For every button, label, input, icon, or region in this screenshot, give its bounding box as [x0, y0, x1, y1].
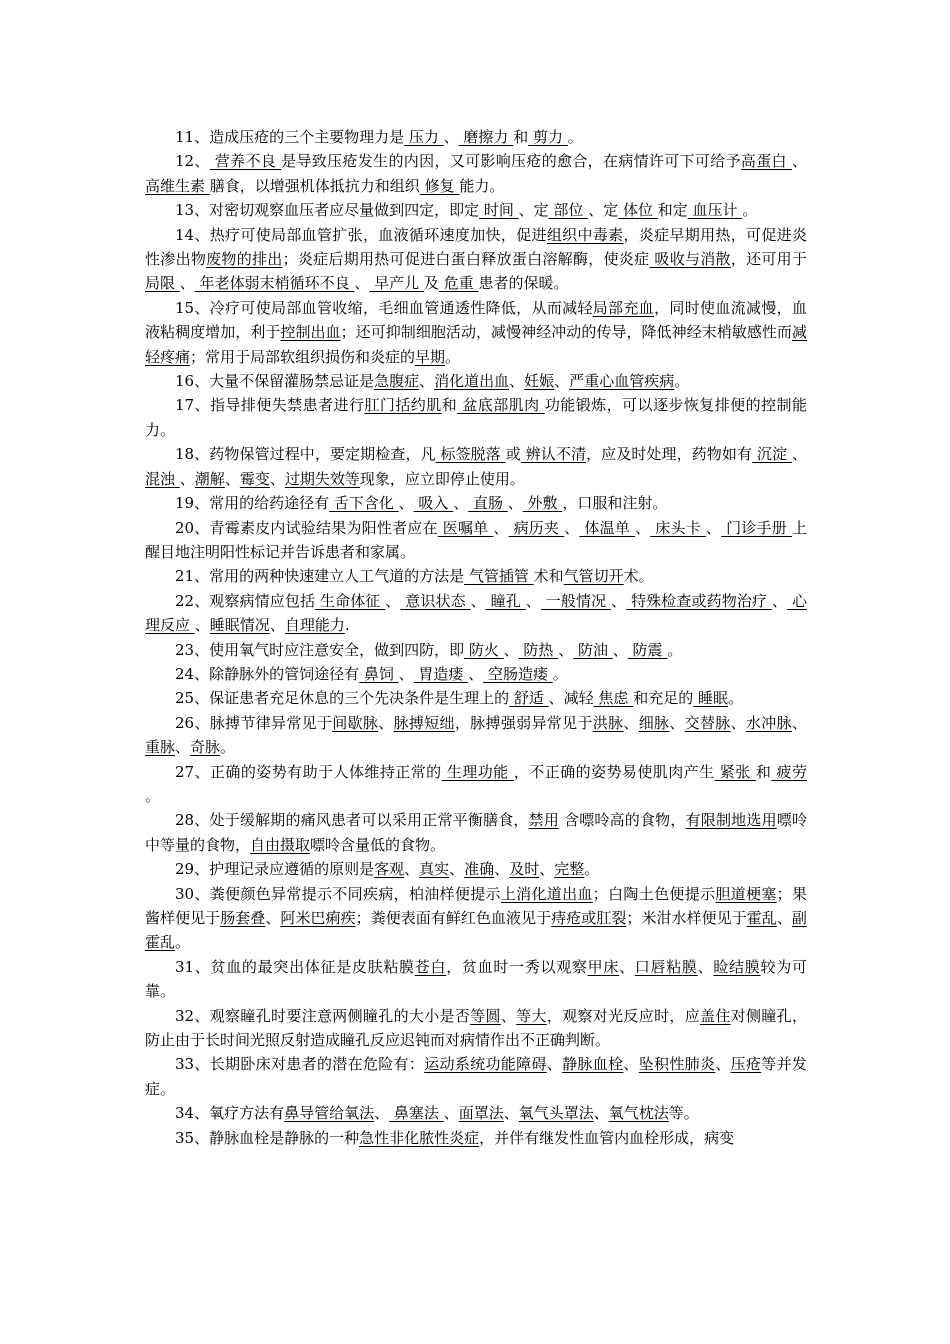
answer-blank: 鼻导管给氧法 — [284, 1104, 375, 1123]
question-text: ，同时使血流减慢，血液粘稠度增加，利于 — [145, 298, 807, 342]
question-text: ，口服和注射。 — [562, 494, 668, 513]
answer-blank: 禁用 — [528, 811, 560, 830]
question-text: 、 — [539, 860, 555, 879]
question-text: 、 — [791, 713, 807, 732]
question-text: ，炎症早期用热，可促进炎性渗出物 — [145, 225, 807, 269]
question-text: 、 — [612, 640, 628, 659]
question-text: 、 — [385, 591, 401, 610]
question-text: 、定 — [518, 201, 549, 220]
question-text: 18、药物保管过程中，要定期检查，凡 — [175, 445, 436, 464]
answer-blank: 有限制地选用 — [685, 811, 777, 830]
answer-blank: 压力 — [404, 128, 444, 146]
answer-blank: 霉变 — [239, 469, 270, 488]
answer-blank: 防震 — [627, 640, 668, 659]
question-text: 、 — [419, 372, 435, 391]
question-text: 嘌呤含量低的食物。 — [310, 835, 446, 854]
answer-blank: 吸入 — [413, 494, 454, 513]
answer-blank: 鼻塞法 — [389, 1104, 444, 1123]
answer-blank: 局限 — [145, 274, 180, 293]
question-text: 、 — [507, 494, 523, 513]
answer-blank: 外敷 — [522, 494, 563, 513]
answer-blank: 局部充血 — [592, 298, 655, 317]
answer-blank: 病历夹 — [508, 518, 565, 537]
answer-blank: 急腹症 — [374, 372, 420, 391]
question-31 — [145, 955, 807, 1004]
answer-blank: 气管插管 — [464, 567, 534, 586]
question-14 — [145, 223, 807, 296]
question-text: 20、青霉素皮内试验结果为阳性者应在 — [175, 518, 438, 537]
question-text: 或 — [505, 445, 521, 464]
question-text: 及 — [423, 274, 439, 293]
answer-blank: 潮解 — [194, 469, 225, 488]
answer-blank: 气管切开 — [563, 567, 624, 586]
question-text: 对侧瞳孔，防止由于长时间光照反射造成瞳孔反应迟钝而对病情作出不正确判断。 — [145, 1006, 807, 1050]
question-text: 含嘌呤高的食物， — [559, 811, 686, 830]
question-text: 。 — [552, 664, 568, 683]
answer-blank: 苍白 — [414, 957, 447, 976]
answer-blank: 血压计 — [687, 201, 743, 220]
answer-blank: 部位 — [548, 201, 589, 220]
question-23 — [145, 638, 807, 662]
answer-blank: 一般情况 — [540, 591, 612, 610]
question-text: 、 — [623, 1055, 639, 1074]
question-text: 、 — [224, 469, 240, 488]
question-text: 。 — [145, 786, 161, 805]
question-text: 34、氧疗方法有 — [175, 1104, 285, 1123]
answer-blank: 早期 — [415, 347, 446, 366]
question-text: 、 — [546, 1055, 563, 1074]
answer-blank: 磨擦力 — [458, 128, 514, 146]
answer-blank: 奇脉 — [190, 738, 221, 757]
question-text: 功能锻炼，可以逐步恢复排便的控制能力。 — [145, 396, 807, 439]
answer-blank: 废物的排出 — [206, 250, 283, 269]
question-text: 。 — [728, 689, 744, 708]
answer-blank: 肛门括约肌 — [364, 396, 442, 415]
question-text: 15、冷疗可使局部血管收缩，毛细血管通透性降低，从而减轻 — [175, 298, 593, 317]
answer-blank: 空肠造瘘 — [483, 664, 553, 683]
question-text: 、 — [791, 445, 807, 464]
question-text: 24、除静脉外的管饲途径有 — [175, 664, 360, 683]
answer-blank: 体位 — [618, 201, 658, 220]
question-text: ，脉搏强弱异常见于 — [454, 713, 593, 732]
answer-blank: 准确 — [464, 860, 495, 879]
question-text: ，不正确的姿势易使肌肉产生 — [513, 762, 715, 781]
question-text: 、 — [776, 909, 792, 927]
question-text: 、 — [449, 860, 465, 879]
question-text: 、减轻 — [548, 689, 594, 708]
answer-blank: 坠积性肺炎 — [638, 1055, 716, 1074]
question-text: 。 — [674, 372, 690, 391]
answer-blank: 痔疮或肛裂 — [551, 909, 627, 927]
answer-blank: 意识状态 — [400, 591, 471, 610]
answer-blank: 静脉血栓 — [562, 1055, 624, 1074]
answer-blank: 水冲脉 — [745, 713, 792, 732]
answer-blank: 睡眠情况 — [209, 616, 270, 635]
question-text: 。 — [445, 347, 461, 366]
question-15 — [145, 296, 807, 369]
answer-blank: 舌下含化 — [329, 494, 399, 513]
question-text: 。 — [742, 201, 758, 220]
answer-blank: 间歇脉 — [332, 713, 379, 732]
answer-blank: 年老体弱末梢循环不良 — [194, 274, 355, 293]
answer-blank: 交替脉 — [684, 713, 731, 732]
question-text: ，应及时处理，药物如有 — [586, 445, 753, 464]
answer-blank: 脉搏短绌 — [393, 713, 455, 732]
answer-blank: 副霍乱 — [145, 909, 807, 952]
answer-blank: 减轻疼痛 — [145, 323, 807, 366]
question-text: 和 — [513, 128, 529, 146]
question-24 — [145, 662, 807, 686]
question-text: 、 — [705, 518, 722, 537]
answer-blank: 舒适 — [509, 689, 549, 708]
question-text: 、 — [453, 494, 469, 513]
question-text: 和 — [441, 396, 458, 415]
question-text: ，并伴有继发性血管内血栓形成，病变 — [479, 1128, 735, 1147]
question-text: 、 — [525, 591, 541, 610]
question-35 — [145, 1126, 807, 1150]
answer-blank: 沉淀 — [752, 445, 792, 464]
answer-blank: 面罩法 — [458, 1104, 504, 1123]
question-text: 。 — [584, 860, 600, 879]
answer-blank: 生命体征 — [315, 591, 386, 610]
answer-blank: 自理能力 — [284, 616, 345, 635]
question-12 — [145, 149, 807, 198]
question-text: 31、贫血的最突出体征是皮肤粘膜 — [175, 957, 415, 976]
question-text: ；米泔水样便见于 — [626, 909, 747, 927]
answer-blank: 氧气头罩法 — [518, 1104, 594, 1123]
answer-blank: 急性非化脓性炎症 — [359, 1128, 480, 1147]
question-21 — [145, 564, 807, 588]
question-text: 28、处于缓解期的痛风患者可以采用正常平衡膳食， — [175, 811, 529, 830]
answer-blank: 压疮 — [730, 1055, 762, 1074]
answer-blank: 客观 — [374, 860, 405, 879]
question-29 — [145, 857, 807, 881]
answer-blank: 等大 — [516, 1006, 547, 1025]
answer-blank: 盆底部肌肉 — [457, 396, 545, 415]
question-text: ；炎症后期用热可促进白蛋白释放蛋白溶解酶，使炎症 — [282, 250, 650, 269]
answer-blank: 盖住 — [700, 1006, 731, 1025]
answer-blank: 辨认不清 — [520, 445, 587, 464]
question-text: 和 — [755, 762, 772, 781]
question-text: 16、大量不保留灌肠禁忌证是 — [175, 372, 375, 391]
answer-blank: 严重心血管疾病 — [569, 372, 675, 391]
answer-blank: 瞳孔 — [485, 591, 526, 610]
question-text: 、 — [494, 860, 510, 879]
question-text: 。 — [220, 738, 236, 757]
question-text: 、 — [669, 713, 685, 732]
question-text: 、 — [500, 1006, 517, 1025]
question-text: 、 — [697, 957, 714, 976]
question-27 — [145, 760, 807, 809]
question-text: 、 — [730, 713, 746, 732]
answer-blank: 直肠 — [468, 494, 508, 513]
question-text: 上醒目地注明阳性标记并告诉患者和家属。 — [145, 518, 807, 561]
question-text: 、 — [404, 860, 420, 879]
question-text: 、 — [771, 591, 788, 610]
question-text: 和定 — [657, 201, 688, 220]
answer-blank: 胃造瘘 — [413, 664, 469, 683]
answer-blank: 标签脱落 — [435, 445, 506, 464]
question-text: 、 — [468, 664, 484, 683]
answer-blank: 及时 — [509, 860, 540, 879]
question-text: 23、使用氧气时应注意安全，做到四防，即 — [175, 640, 465, 659]
question-text: 能力。 — [459, 176, 505, 195]
answer-blank: 心理反应 — [145, 591, 807, 635]
question-text: ，还可用于 — [730, 250, 807, 269]
answer-blank: 霍乱 — [746, 909, 777, 927]
answer-blank: 组织中毒素 — [546, 225, 624, 244]
answer-blank: 高维生素 — [145, 176, 210, 195]
question-text: 、 — [443, 1104, 459, 1123]
question-text: 、 — [635, 518, 651, 537]
answer-blank: 甲床 — [587, 957, 620, 976]
question-text: ；果酱样便见于 — [145, 884, 807, 927]
question-text: 、 — [470, 591, 486, 610]
answer-blank: 疲劳 — [771, 762, 807, 781]
question-text: 32、观察瞳孔时要注意两侧瞳孔的大小是否 — [175, 1006, 471, 1025]
question-text: 、 — [564, 518, 580, 537]
answer-blank: 吸收与消散 — [649, 250, 731, 269]
answer-blank: 防油 — [573, 640, 613, 659]
answer-blank: 口唇粘膜 — [634, 957, 698, 976]
question-11 — [145, 125, 807, 149]
question-text: 35、静脉血栓是静脉的一种 — [175, 1128, 360, 1147]
answer-blank: 睑结膜 — [713, 957, 761, 976]
answer-blank: 胆道梗塞 — [715, 884, 777, 903]
question-text: 嘌呤中等量的食物， — [145, 811, 807, 854]
question-text: ，贫血时一秀以观察 — [446, 957, 588, 976]
answer-blank: 阿米巴痢疾 — [280, 909, 356, 927]
answer-blank: 真实 — [419, 860, 450, 879]
question-text: 30、粪便颜色异常提示不同疾病，柏油样便提示 — [175, 884, 501, 903]
question-text: 等并发症。 — [145, 1055, 807, 1098]
answer-blank: 混浊 — [145, 469, 180, 488]
question-33 — [145, 1052, 807, 1101]
answer-blank: 鼻饲 — [359, 664, 399, 683]
question-text: 29、护理记录应遵循的原则是 — [175, 860, 375, 879]
question-text: 、 — [715, 1055, 731, 1074]
question-text: 是导致压疮发生的内因，又可影响压疮的愈合，在病情许可下可给予 — [281, 152, 741, 171]
answer-blank: 高蛋白 — [740, 152, 792, 171]
question-text: ，观察对光反应时，应 — [546, 1006, 701, 1025]
answer-blank: 剪力 — [528, 128, 568, 146]
answer-blank: 运动系统功能障碍 — [424, 1055, 547, 1074]
question-text: 、 — [378, 713, 394, 732]
question-text: 、 — [558, 640, 574, 659]
question-34 — [145, 1101, 807, 1125]
question-32 — [145, 1004, 807, 1053]
question-text: 、 — [493, 518, 509, 537]
question-text: 、 — [398, 664, 414, 683]
answer-blank: 门诊手册 — [721, 518, 792, 537]
question-text: 13、对密切观察血压者应尽量做到四定，即定 — [175, 201, 480, 220]
question-28 — [145, 808, 807, 857]
question-text: 、 — [194, 616, 210, 635]
question-text: 22、观察病情应包括 — [175, 591, 316, 610]
question-text: 。 — [567, 128, 583, 146]
question-text: 。 — [667, 640, 683, 659]
answer-blank: 完整 — [554, 860, 585, 879]
answer-blank: 时间 — [479, 201, 519, 220]
question-text: 、 — [179, 274, 195, 293]
question-text: ；白陶土色便提示 — [592, 884, 716, 903]
answer-blank: 生理功能 — [441, 762, 514, 781]
question-text: 、定 — [588, 201, 619, 220]
question-text: 膳食，以增强机体抵抗力和组织 — [209, 176, 420, 195]
question-text: 较为可靠。 — [145, 957, 807, 1001]
answer-blank: 危重 — [438, 274, 479, 293]
question-text: ；还可抑制细胞活动，减慢神经冲动的传导，降低神经末梢敏感性而 — [340, 323, 792, 342]
answer-blank: 床头卡 — [650, 518, 706, 537]
answer-blank: 特殊检查或药物治疗 — [626, 591, 772, 610]
question-text: 、 — [443, 128, 459, 146]
answer-blank: 体温单 — [579, 518, 636, 537]
question-text: 、 — [623, 713, 639, 732]
question-text: 26、脉搏节律异常见于 — [175, 713, 333, 732]
question-text: 11、造成压疮的三个主要物理力是 — [175, 128, 405, 146]
question-text: 12、 — [175, 152, 210, 171]
question-16 — [145, 369, 807, 393]
answer-blank: 医嘱单 — [437, 518, 494, 537]
answer-blank: 营养不良 — [209, 152, 282, 171]
question-18 — [145, 442, 807, 491]
answer-blank: 防热 — [518, 640, 559, 659]
question-text: 、 — [791, 152, 807, 171]
question-text: 、 — [269, 469, 285, 488]
question-text: 、 — [175, 738, 191, 757]
question-text: 、 — [269, 616, 285, 635]
answer-blank: 等圆 — [470, 1006, 501, 1025]
question-text: 、 — [554, 372, 570, 391]
question-text: ；粪便表面有鲜红色血液见于 — [355, 909, 552, 927]
answer-blank: 肠套叠 — [220, 909, 266, 927]
question-text: 、 — [593, 1104, 609, 1123]
question-text: 、 — [503, 1104, 519, 1123]
question-text: 、 — [398, 494, 414, 513]
answer-blank: 早产儿 — [369, 274, 424, 293]
question-text: 、 — [509, 372, 525, 391]
answer-blank: 洪脉 — [592, 713, 624, 732]
answer-blank: 自由摄取 — [250, 835, 311, 854]
question-text: 19、常用的给药途径有 — [175, 494, 330, 513]
question-text: 、 — [179, 469, 195, 488]
question-22 — [145, 589, 807, 638]
question-text: 、 — [265, 909, 281, 927]
question-text: 、 — [611, 591, 627, 610]
question-text: 25、保证患者充足休息的三个先决条件是生理上的 — [175, 689, 510, 708]
question-20 — [145, 516, 807, 565]
question-text: 17、指导排便失禁患者进行 — [175, 396, 365, 415]
answer-blank: 重脉 — [145, 738, 176, 757]
question-text: 、 — [354, 274, 370, 293]
answer-blank: 妊娠 — [524, 372, 555, 391]
answer-blank: 消化道出血 — [434, 372, 510, 391]
question-text: 27、正确的姿势有助于人体维持正常的 — [175, 762, 442, 781]
question-text: . — [344, 616, 350, 635]
question-text: 14、热疗可使局部血管扩张，血液循环速度加快，促进 — [175, 225, 547, 244]
question-30 — [145, 882, 807, 955]
answer-blank: 修复 — [419, 176, 460, 195]
question-text: 现象，应立即停止使用。 — [359, 469, 525, 488]
answer-blank: 防火 — [464, 640, 504, 659]
question-17 — [145, 393, 807, 442]
document-page — [145, 125, 807, 1150]
question-text: 33、长期卧床对患者的潜在危险有： — [175, 1055, 425, 1074]
question-13 — [145, 198, 807, 222]
answer-blank: 细脉 — [638, 713, 670, 732]
question-text: 、 — [374, 1104, 390, 1123]
question-text: 、 — [619, 957, 635, 976]
question-text: 、 — [503, 640, 519, 659]
answer-blank: 紧张 — [714, 762, 756, 781]
answer-blank: 上消化道出血 — [500, 884, 593, 903]
question-text: 术和 — [533, 567, 564, 586]
question-text: 等。 — [668, 1104, 699, 1123]
question-text: 和充足的 — [633, 689, 694, 708]
question-25 — [145, 686, 807, 710]
answer-blank: 控制出血 — [280, 323, 341, 342]
question-text: 患者的保暖。 — [478, 274, 569, 293]
question-text: 21、常用的两种快速建立人工气道的方法是 — [175, 567, 465, 586]
answer-blank: 氧气枕法 — [608, 1104, 669, 1123]
answer-blank: 睡眠 — [693, 689, 728, 708]
question-text: 。 — [175, 933, 191, 952]
answer-blank: 过期失效等 — [284, 469, 360, 488]
question-text: ；常用于局部软组织损伤和炎症的 — [190, 347, 416, 366]
question-text: 术。 — [623, 567, 654, 586]
answer-blank: 焦虑 — [593, 689, 634, 708]
question-19 — [145, 491, 807, 515]
question-26 — [145, 711, 807, 760]
